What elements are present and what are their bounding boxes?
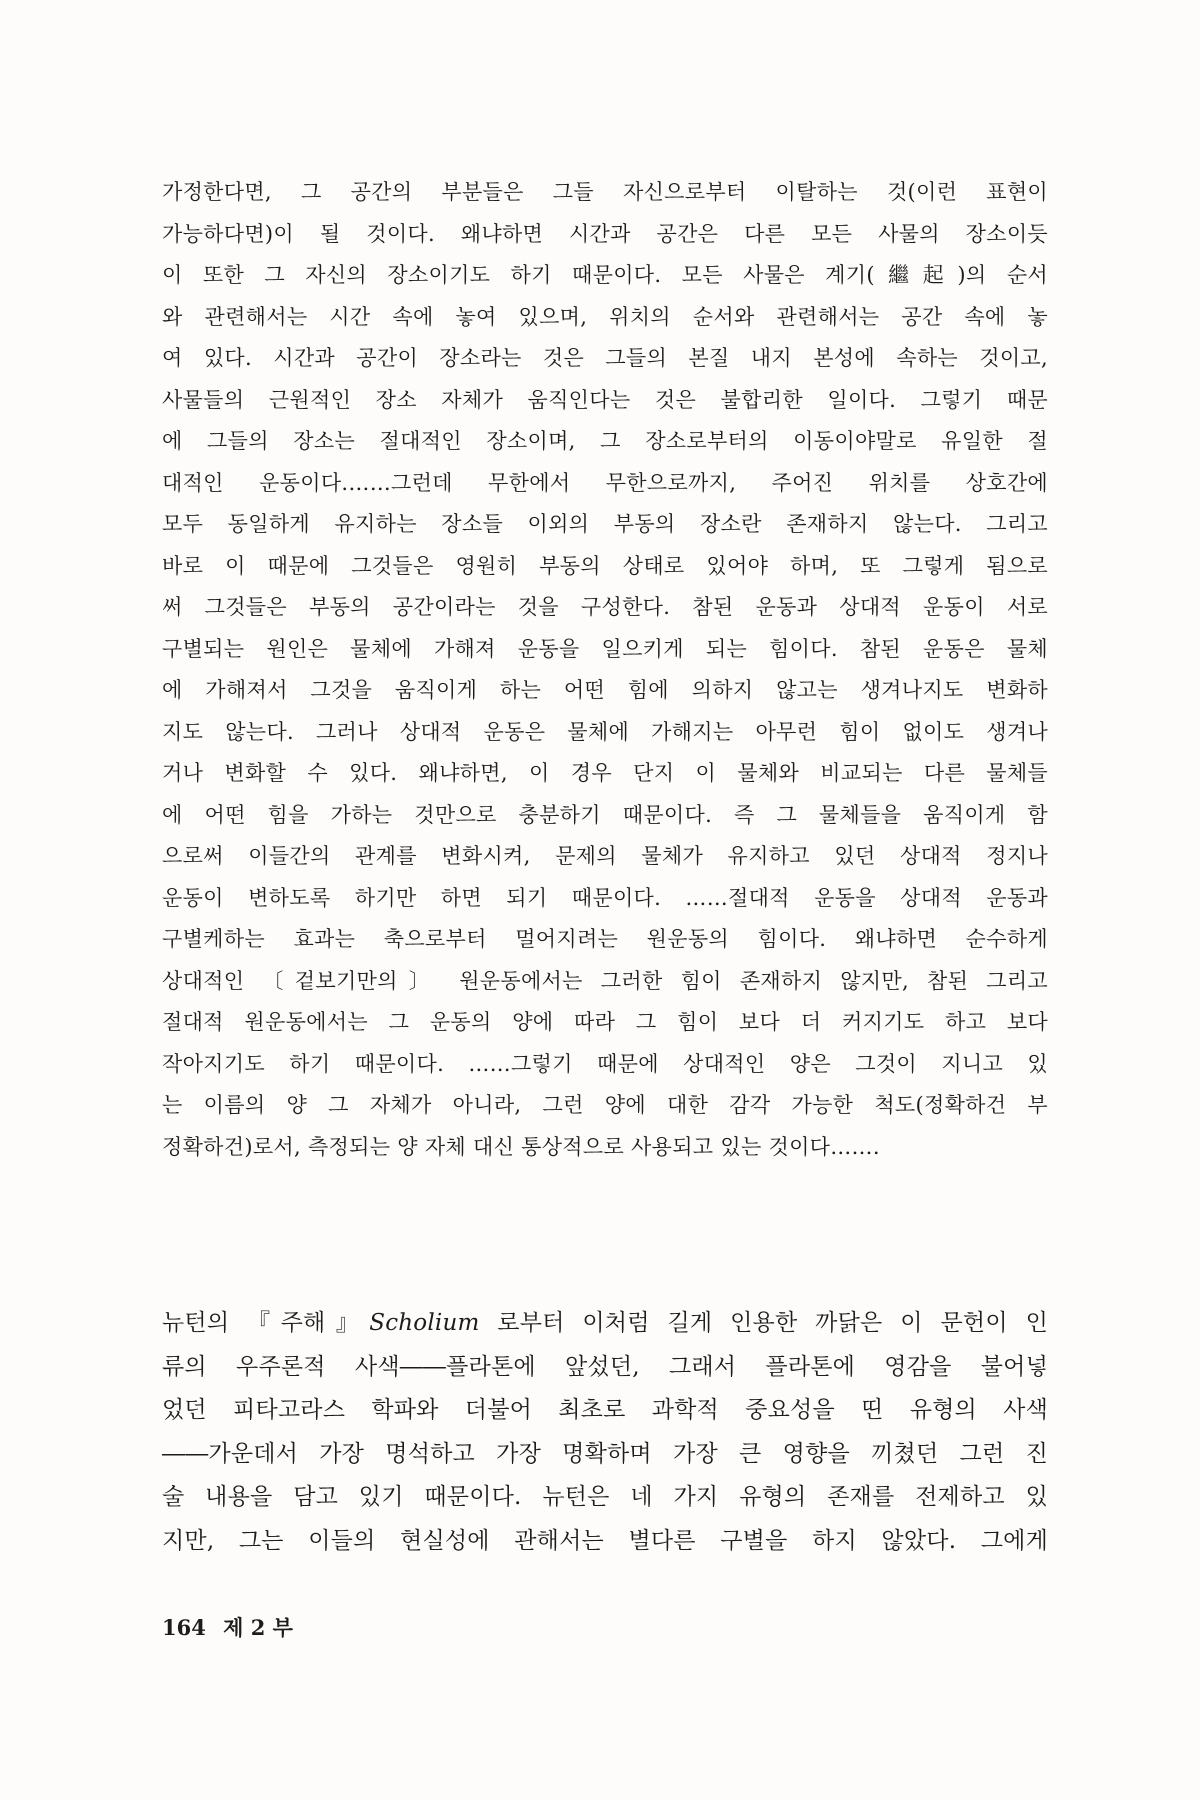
page-footer <box>162 1612 303 1642</box>
block-quote <box>162 172 1048 1168</box>
quote-line: 정확하건)로서, 측정되는 양 자체 대신 통상적으로 사용되고 있는 것이다……. <box>162 1134 880 1159</box>
quote-line: 절대적 원운동에서는 그 운동의 양에 따라 그 힘이 보다 더 커지기도 하고 보다 <box>162 1010 1048 1034</box>
body-text: 뉴턴의 『주해』 <box>162 1310 370 1336</box>
quote-line: 와 관련해서는 시간 속에 놓여 있으며, 위치의 순서와 관련해서는 공간 속에 놓 <box>162 304 1048 329</box>
quote-line: 운동이 변하도록 하기만 하면 되기 때문이다. ……절대적 운동을 상대적 운동과 <box>162 885 1048 910</box>
quote-line: 구별되는 원인은 물체에 가해져 운동을 일으키게 되는 힘이다. 참된 운동은 물체 <box>162 636 1048 661</box>
quote-line: 작아지기도 하기 때문이다. ……그렇기 때문에 상대적인 양은 그것이 지니고 있 <box>162 1051 1048 1076</box>
quote-line: 거나 변화할 수 있다. 왜냐하면, 이 경우 단지 이 물체와 비교되는 다른 물체들 <box>162 761 1048 785</box>
quote-line: 바로 이 때문에 그것들은 영원히 부동의 상태로 있어야 하며, 또 그렇게 됨으로 <box>162 553 1048 578</box>
quote-line: 으로써 이들간의 관계를 변화시켜, 문제의 물체가 유지하고 있던 상대적 정지나 <box>162 844 1048 868</box>
quote-line: 상대적인 〔겉보기만의〕 원운동에서는 그러한 힘이 존재하지 않지만, 참된 그리고 <box>162 968 1048 993</box>
quote-line: 지도 않는다. 그러나 상대적 운동은 물체에 가해지는 아무런 힘이 없이도 생겨나 <box>162 719 1048 744</box>
body-line-first <box>162 1302 1048 1346</box>
body-line: 술 내용을 담고 있기 때문이다. 뉴턴은 네 가지 유형의 존재를 전제하고 있 <box>162 1484 1048 1510</box>
part-label: 제 2 부 <box>223 1615 293 1640</box>
quote-line: 가능하다면)이 될 것이다. 왜냐하면 시간과 공간은 다른 모든 사물의 장소이듯 <box>162 221 1048 246</box>
quote-line: 써 그것들은 부동의 공간이라는 것을 구성한다. 참된 운동과 상대적 운동이 서로 <box>162 595 1048 619</box>
quote-line: 모두 동일하게 유지하는 장소들 이외의 부동의 장소란 존재하지 않는다. 그리고 <box>162 512 1048 536</box>
quote-line: 에 그들의 장소는 절대적인 장소이며, 그 장소로부터의 이동이야말로 유일한 절 <box>162 429 1048 453</box>
quote-line: 대적인 운동이다.……그런데 무한에서 무한으로까지, 주어진 위치를 상호간에 <box>162 470 1048 495</box>
quote-line: 에 가해져서 그것을 움직이게 하는 어떤 힘에 의하지 않고는 생겨나지도 변화하 <box>162 678 1048 702</box>
quote-line: 가정한다면, 그 공간의 부분들은 그들 자신으로부터 이탈하는 것(이런 표현이 <box>162 180 1048 204</box>
quote-line: 이 또한 그 자신의 장소이기도 하기 때문이다. 모든 사물은 계기(繼起)의 순서 <box>162 263 1048 287</box>
quote-line: 에 어떤 힘을 가하는 것만으로 충분하기 때문이다. 즉 그 물체들을 움직이게 함 <box>162 802 1048 827</box>
body-paragraph <box>162 1302 1048 1563</box>
page-number: 164 <box>162 1615 206 1640</box>
body-text: 로부터 이처럼 길게 인용한 까닭은 이 문헌이 인 <box>479 1310 1048 1336</box>
quote-line: 여 있다. 시간과 공간이 장소라는 것은 그들의 본질 내지 본성에 속하는 것이고, <box>162 346 1048 370</box>
quote-line: 구별케하는 효과는 축으로부터 멀어지려는 원운동의 힘이다. 왜냐하면 순수하게 <box>162 927 1048 951</box>
body-line: ――가운데서 가장 명석하고 가장 명확하며 가장 큰 영향을 끼쳤던 그런 진 <box>162 1440 1048 1467</box>
body-line: 류의 우주론적 사색――플라톤에 앞섰던, 그래서 플라톤에 영감을 불어넣 <box>162 1353 1048 1380</box>
body-line: 지만, 그는 이들의 현실성에 관해서는 별다른 구별을 하지 않았다. 그에게 <box>162 1527 1048 1554</box>
quote-line: 는 이름의 양 그 자체가 아니라, 그런 양에 대한 감각 가능한 척도(정확하건 부 <box>162 1093 1048 1117</box>
book-title-italic: Scholium <box>369 1310 480 1336</box>
body-line: 었던 피타고라스 학파와 더불어 최초로 과학적 중요성을 띤 유형의 사색 <box>162 1397 1048 1423</box>
quote-line: 사물들의 근원적인 장소 자체가 움직인다는 것은 불합리한 일이다. 그렇기 때문 <box>162 387 1048 412</box>
